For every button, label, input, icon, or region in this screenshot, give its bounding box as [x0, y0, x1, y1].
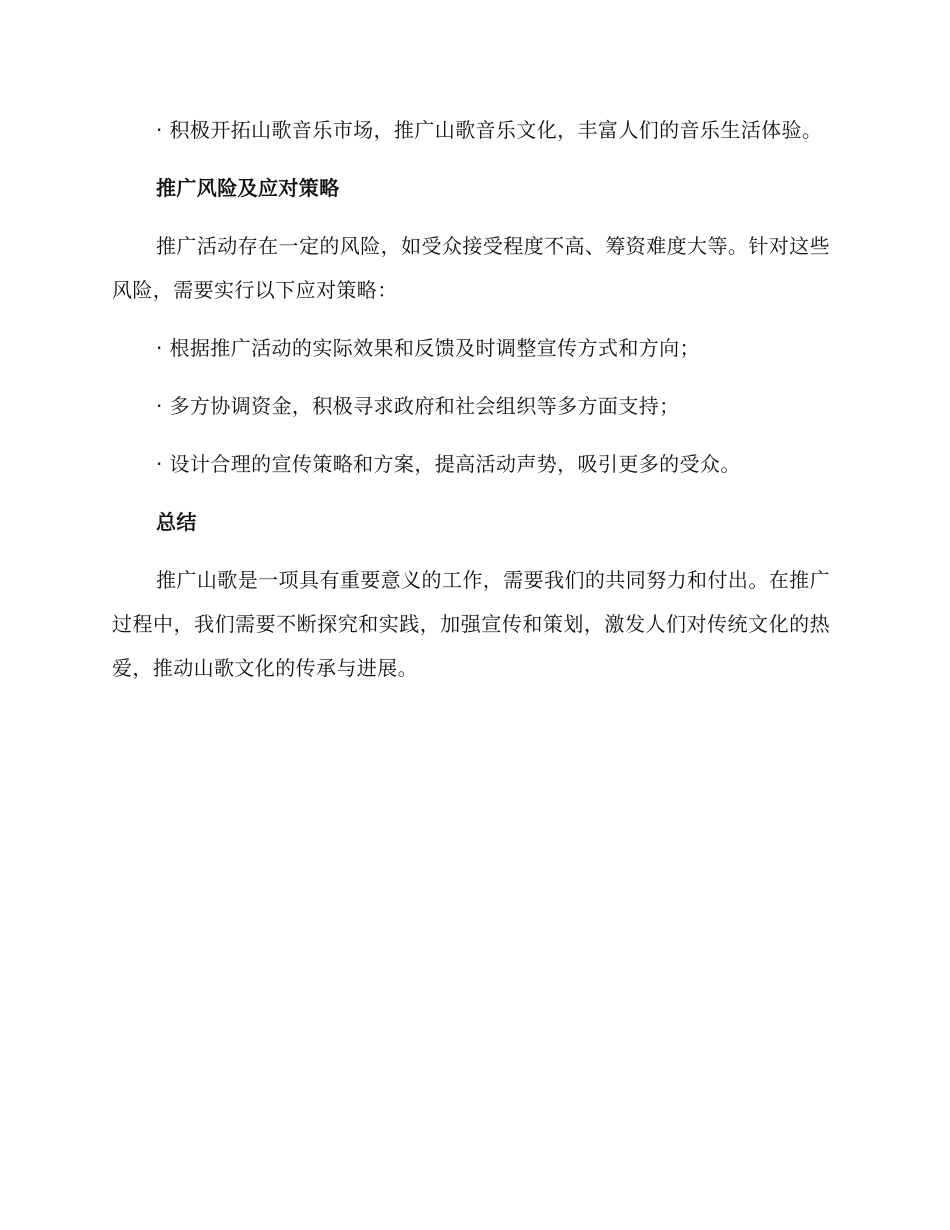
section-heading-risk: 推广风险及应对策略	[156, 176, 340, 200]
risk-bullet-strategy: · 设计合理的宣传策略和方案，提高活动声势，吸引更多的受众。	[156, 452, 741, 476]
section-heading-summary: 总结	[156, 510, 197, 534]
risk-intro-paragraph: 推广活动存在一定的风险，如受众接受程度不高、筹资难度大等。针对这些风险，需要实行以下应对策略：	[112, 234, 830, 302]
bullet-market: · 积极开拓山歌音乐市场，推广山歌音乐文化，丰富人们的音乐生活体验。	[156, 118, 823, 142]
risk-bullet-adjust: · 根据推广活动的实际效果和反馈及时调整宣传方式和方向；	[156, 336, 700, 360]
document-page	[112, 108, 830, 704]
summary-paragraph: 推广山歌是一项具有重要意义的工作，需要我们的共同努力和付出。在推广过程中，我们需要不断探究和实践，加强宣传和策划，激发人们对传统文化的热爱，推动山歌文化的传承与进展。	[112, 568, 830, 680]
risk-bullet-funding: · 多方协调资金，积极寻求政府和社会组织等多方面支持；	[156, 394, 680, 418]
